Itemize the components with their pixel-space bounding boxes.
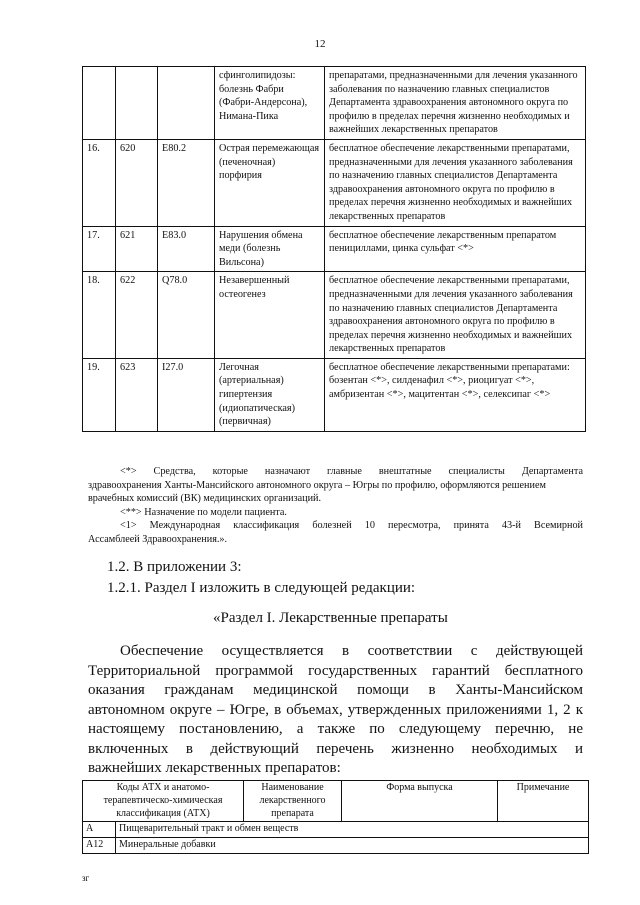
paragraph-line: включенных в действующий перечень жизненно необходимых и: [88, 740, 583, 757]
table-row: [83, 272, 586, 359]
row-code: 621: [116, 226, 158, 272]
row-icd: Q78.0: [158, 272, 215, 359]
atc-code: A: [83, 822, 116, 838]
table-row: [83, 67, 586, 140]
section-heading-appendix: 1.2. В приложении 3:: [107, 559, 242, 575]
table-row: [83, 358, 586, 431]
row-icd: E83.0: [158, 226, 215, 272]
table-row: [83, 838, 589, 854]
table-row: [83, 139, 586, 226]
footnote-icd-line1: <1> Международная классификация болезней 10 пересмотра, принята 43-й Всемирной: [120, 520, 583, 531]
row-code: 622: [116, 272, 158, 359]
row-number: [83, 67, 116, 140]
atc-description: Пищеварительный тракт и обмен веществ: [116, 822, 589, 838]
table-row: [83, 226, 586, 272]
footnote-specialists-rest: здравоохранения Ханты-Мансийского автономного округа – Югры по профилю, оформляются решением врачебных комиссий (ВК) медицинских организаций.: [88, 479, 546, 504]
row-number: 19.: [83, 358, 116, 431]
footer-mark: зг: [82, 873, 90, 883]
table-header-row: [83, 781, 589, 822]
row-treatment: бесплатное обеспечение лекарственными препаратами, предназначенными для лечения указанного заболевания по назначению главных специалистов Департамента здравоохранения автономного округа по профилю в пределах перечня жизненно необходимых и важнейших лекарственных препаратов: [325, 272, 586, 359]
header-drug-name: Наименование лекарственного препарата: [244, 781, 342, 822]
body-paragraph: [88, 642, 583, 779]
header-atc: Коды АТХ и анатомо-терапевтическо-химическая классификация (АТХ): [83, 781, 244, 822]
drugs-table: [82, 780, 589, 854]
table-row: [83, 822, 589, 838]
section-heading-subsection: 1.2.1. Раздел I изложить в следующей редакции:: [107, 580, 416, 596]
row-disease: Легочная (артериальная) гипертензия (идиопатическая) (первичная): [215, 358, 325, 431]
paragraph-line: настоящему постановлению, а также по следующему перечню, не: [88, 721, 583, 737]
footnotes: [88, 465, 583, 546]
row-code: 623: [116, 358, 158, 431]
row-treatment: бесплатное обеспечение лекарственным препаратом пенициллами, цинка сульфат <*>: [325, 226, 586, 272]
row-treatment: препаратами, предназначенными для лечения указанного заболевания по назначению главных специалистов Департамента здравоохранения автономного округа по профилю в пределах перечня жизненно необходимых и важнейших лекарственных препаратов: [325, 67, 586, 140]
row-disease: сфинголипидозы: болезнь Фабри (Фабри-Андерсона), Нимана-Пика: [215, 67, 325, 140]
section-title: «Раздел I. Лекарственные препараты: [213, 610, 448, 626]
paragraph-line: Обеспечение осуществляется в соответствии с действующей: [120, 643, 583, 659]
footnote-icd-rest: Ассамблеей Здравоохранения.».: [88, 533, 228, 545]
row-disease: Острая перемежающая (печеночная) порфирия: [215, 139, 325, 226]
row-number: 17.: [83, 226, 116, 272]
diseases-table: [82, 66, 586, 432]
row-number: 18.: [83, 272, 116, 359]
row-icd: I27.0: [158, 358, 215, 431]
row-number: 16.: [83, 139, 116, 226]
row-code: [116, 67, 158, 140]
row-icd: E80.2: [158, 139, 215, 226]
row-disease: Нарушения обмена меди (болезнь Вильсона): [215, 226, 325, 272]
paragraph-line: Территориальной программой государственных гарантий бесплатного: [88, 662, 583, 679]
footnote-specialists-line1: <*> Средства, которые назначают главные внештатные специалисты Департамента: [120, 466, 583, 477]
row-treatment: бесплатное обеспечение лекарственными препаратами, предназначенными для лечения указанного заболевания по назначению главных специалистов Департамента здравоохранения автономного округа по профилю в пределах перечня жизненно необходимых и важнейших лекарственных препаратов: [325, 139, 586, 226]
paragraph-line: оказания гражданам медицинской помощи в Ханты-Мансийском: [88, 682, 583, 698]
row-disease: Незавершенный остеогенез: [215, 272, 325, 359]
page-number: 12: [314, 38, 326, 50]
header-form: Форма выпуска: [342, 781, 498, 822]
footnote-patient-model: <**> Назначение по модели пациента.: [120, 506, 287, 518]
atc-description: Минеральные добавки: [116, 838, 589, 854]
atc-code: A12: [83, 838, 116, 854]
row-icd: [158, 67, 215, 140]
header-note: Примечание: [498, 781, 589, 822]
row-treatment: бесплатное обеспечение лекарственными препаратами: бозентан <*>, силденафил <*>, риоцигуат <*>, амбризентан <*>, мацитентан <*>, селексипаг <*>: [325, 358, 586, 431]
paragraph-line: автономном округе – Югре, в объемах, утвержденных приложениями 1, 2 к: [88, 701, 583, 718]
paragraph-line: важнейших лекарственных препаратов:: [88, 760, 341, 776]
row-code: 620: [116, 139, 158, 226]
